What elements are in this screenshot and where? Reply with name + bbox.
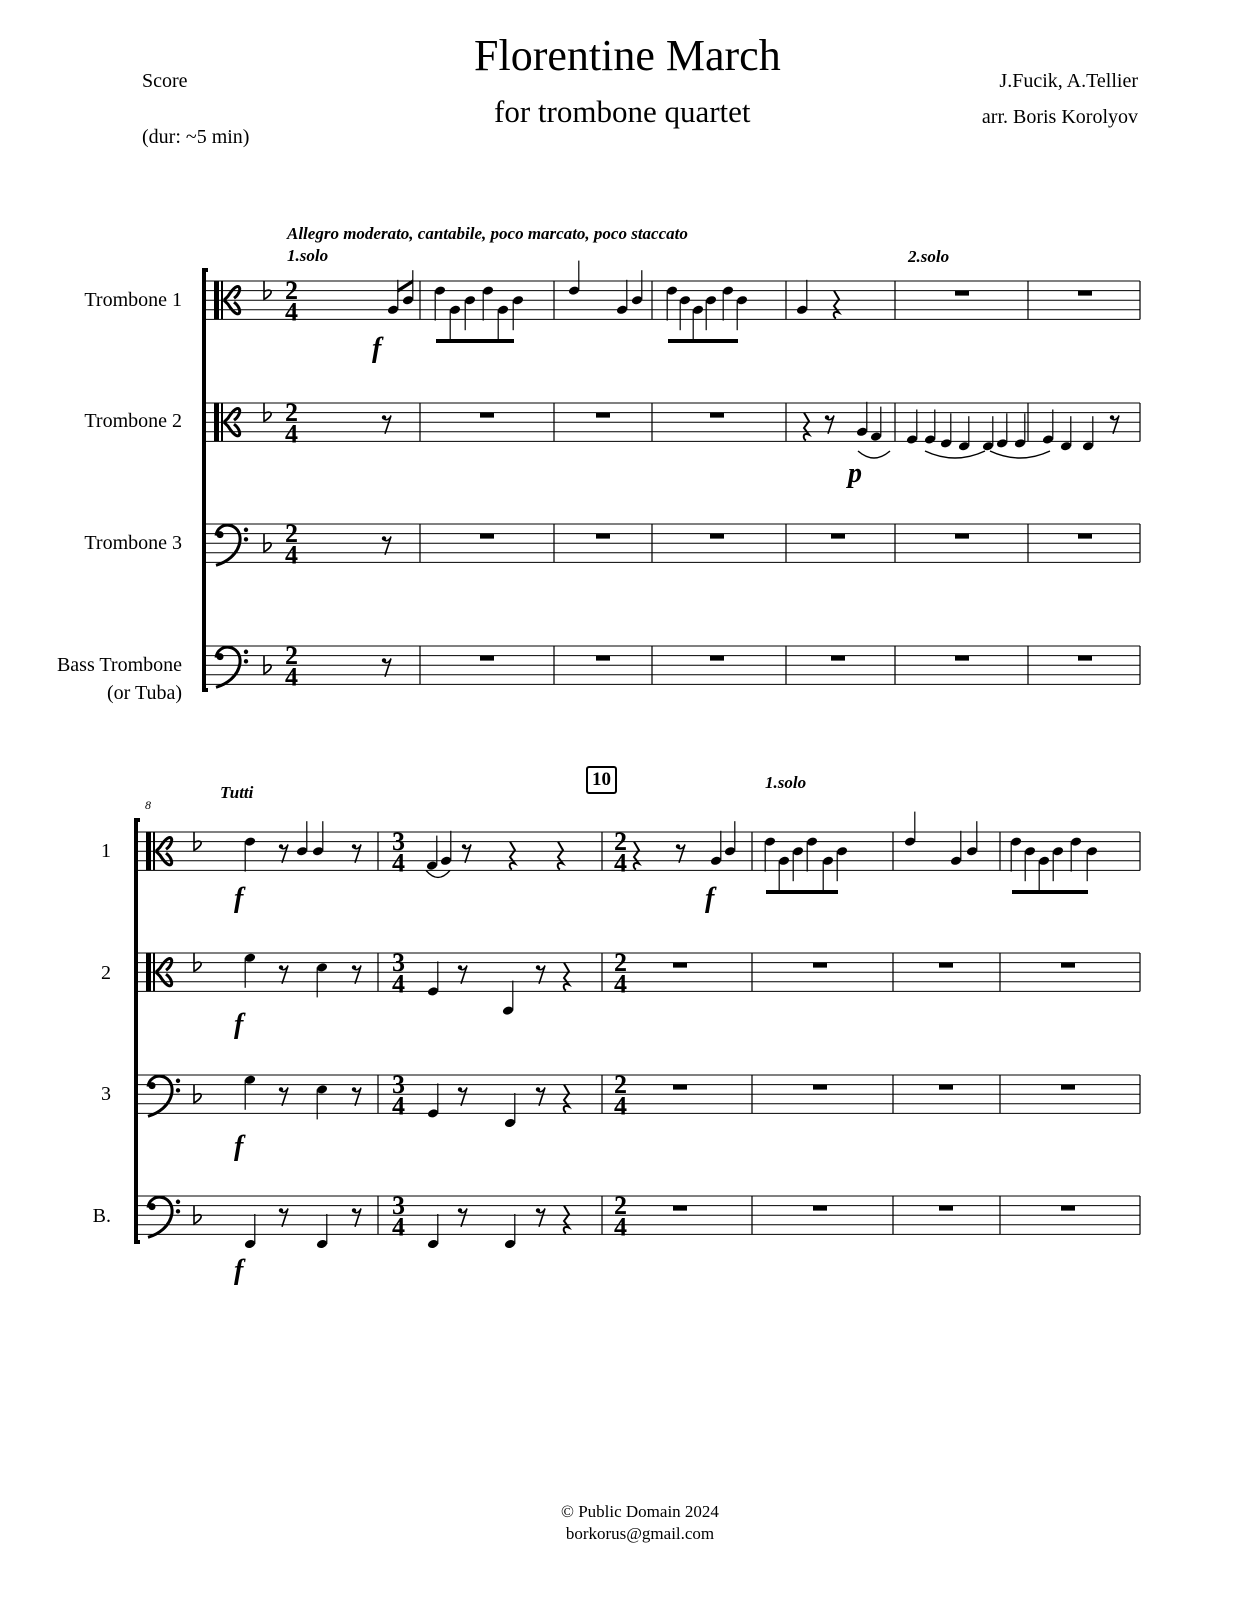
part-label-1: 1 (101, 840, 111, 862)
quarter-rest (634, 842, 639, 870)
part-label-bass: B. (92, 1205, 111, 1227)
time-signature-numerator: 3 (392, 948, 405, 978)
eighth-rest (462, 844, 466, 848)
whole-rest (939, 963, 953, 968)
flat-icon (194, 1206, 201, 1224)
whole-rest (1061, 963, 1075, 968)
bass-clef-icon (176, 1200, 180, 1204)
whole-rest (710, 413, 724, 418)
time-signature-denominator: 4 (614, 1212, 627, 1242)
solo-marking-1: 1.solo (287, 246, 329, 265)
slur (426, 870, 450, 877)
whole-rest (955, 534, 969, 539)
eighth-rest (536, 1208, 540, 1212)
eighth-rest (458, 1087, 462, 1091)
whole-rest (710, 656, 724, 661)
bass-clef-icon (176, 1088, 180, 1092)
alto-clef-icon (214, 403, 219, 441)
whole-rest (1061, 1206, 1075, 1211)
page-title: Florentine March (474, 31, 781, 80)
whole-rest (673, 1206, 687, 1211)
solo-marking-3: 1.solo (765, 773, 807, 792)
time-signature-numerator: 2 (614, 948, 627, 978)
eighth-rest (382, 658, 386, 662)
time-signature-numerator: 3 (392, 1070, 405, 1100)
alto-clef-icon (146, 832, 151, 870)
time-signature-numerator: 2 (285, 641, 298, 671)
dynamic-marking: f (705, 883, 715, 914)
time-signature-denominator: 4 (392, 1212, 405, 1242)
bass-clef-icon (217, 653, 224, 660)
eighth-rest (458, 1208, 462, 1212)
alto-clef-icon (221, 281, 223, 319)
note-beam (766, 890, 838, 894)
note-beam (436, 339, 514, 343)
bass-clef-icon (244, 537, 248, 541)
time-signature-numerator: 2 (285, 276, 298, 306)
whole-rest (480, 534, 494, 539)
eighth-rest (279, 844, 283, 848)
slur (925, 451, 985, 458)
flat-icon (194, 953, 201, 971)
whole-rest (1078, 656, 1092, 661)
time-signature-numerator: 2 (614, 1191, 627, 1221)
bass-clef-icon (149, 1082, 156, 1089)
eighth-rest (1110, 415, 1114, 419)
eighth-rest (352, 1087, 356, 1091)
slur (990, 451, 1050, 458)
solo-marking-2: 2.solo (908, 247, 950, 266)
time-signature-numerator: 2 (614, 1070, 627, 1100)
time-signature-numerator: 3 (392, 1191, 405, 1221)
whole-rest (1078, 534, 1092, 539)
whole-rest (939, 1206, 953, 1211)
instrument-label-bass-trombone: Bass Trombone (56, 654, 182, 676)
whole-rest (596, 656, 610, 661)
alto-clef-icon (214, 281, 219, 319)
eighth-rest (279, 1087, 283, 1091)
time-signature-denominator: 4 (614, 969, 627, 999)
alto-clef-icon (153, 953, 155, 991)
duration-label: (dur: ~5 min) (142, 126, 250, 148)
time-signature-denominator: 4 (285, 662, 298, 692)
time-signature-denominator: 4 (285, 297, 298, 327)
flat-icon (264, 281, 271, 299)
page-subtitle: for trombone quartet (494, 94, 751, 129)
bass-clef-icon (217, 531, 224, 538)
measure-number: 8 (145, 798, 151, 812)
time-signature-denominator: 4 (614, 1091, 627, 1121)
flat-icon (194, 832, 201, 850)
flat-icon (264, 656, 271, 674)
flat-icon (194, 1085, 201, 1103)
slur (858, 451, 890, 458)
eighth-rest (352, 965, 356, 969)
whole-rest (831, 534, 845, 539)
time-signature-denominator: 4 (392, 848, 405, 878)
note-beam (668, 339, 738, 343)
eighth-rest (352, 1208, 356, 1212)
whole-rest (813, 1206, 827, 1211)
bass-clef-icon (149, 1203, 156, 1210)
flat-icon (264, 534, 271, 552)
whole-rest (596, 413, 610, 418)
eighth-rest (536, 1087, 540, 1091)
eighth-rest (279, 965, 283, 969)
alto-clef-icon (146, 953, 151, 991)
whole-rest (813, 1085, 827, 1090)
bracket-icon (136, 820, 140, 1242)
time-signature-denominator: 4 (392, 1091, 405, 1121)
whole-rest (955, 291, 969, 296)
whole-rest (673, 963, 687, 968)
time-signature-denominator: 4 (614, 848, 627, 878)
note-beam (1012, 890, 1088, 894)
eighth-rest (352, 844, 356, 848)
bass-clef-icon (176, 1209, 180, 1213)
instrument-label-trombone-1: Trombone 1 (84, 289, 182, 311)
whole-rest (1061, 1085, 1075, 1090)
flat-icon (264, 403, 271, 421)
instrument-label-trombone-2: Trombone 2 (84, 410, 182, 432)
bass-clef-icon (176, 1079, 180, 1083)
tutti-marking: Tutti (220, 783, 254, 802)
whole-rest (939, 1085, 953, 1090)
eighth-rest (825, 415, 829, 419)
whole-rest (673, 1085, 687, 1090)
notation-layer (136, 261, 1140, 1286)
whole-rest (480, 656, 494, 661)
dynamic-marking: f (372, 333, 382, 364)
quarter-rest (804, 413, 809, 441)
quarter-rest (558, 842, 563, 870)
dynamic-marking: f (234, 1131, 244, 1162)
eighth-rest (458, 965, 462, 969)
time-signature-denominator: 4 (392, 969, 405, 999)
time-signature-numerator: 2 (614, 827, 627, 857)
whole-rest (480, 413, 494, 418)
quarter-rest (564, 1206, 569, 1234)
time-signature-denominator: 4 (285, 419, 298, 449)
dynamic-marking: f (234, 883, 244, 914)
whole-rest (831, 656, 845, 661)
eighth-rest (536, 965, 540, 969)
dynamic-marking: f (234, 1009, 244, 1040)
instrument-label-tuba: (or Tuba) (106, 682, 182, 704)
time-signature-numerator: 2 (285, 398, 298, 428)
arranger-credit: arr. Boris Korolyov (981, 106, 1138, 128)
bracket-icon (204, 270, 208, 690)
dynamic-marking: p (848, 458, 862, 489)
whole-rest (813, 963, 827, 968)
part-label-2: 2 (101, 962, 111, 984)
quarter-rest (834, 291, 839, 319)
part-label-3: 3 (101, 1083, 111, 1105)
composer-credit: J.Fucik, A.Tellier (999, 70, 1138, 92)
tempo-marking: Allegro moderato, cantabile, poco marcato, poco staccato (287, 224, 688, 243)
whole-rest (596, 534, 610, 539)
quarter-rest (510, 842, 515, 870)
eighth-rest (382, 415, 386, 419)
alto-clef-icon (221, 403, 223, 441)
whole-rest (710, 534, 724, 539)
time-signature-numerator: 3 (392, 827, 405, 857)
whole-rest (955, 656, 969, 661)
rehearsal-mark: 10 (586, 766, 617, 794)
time-signature-numerator: 2 (285, 519, 298, 549)
eighth-rest (676, 844, 680, 848)
score-label: Score (142, 70, 188, 92)
contact-email: borkorus@gmail.com (565, 1524, 715, 1543)
eighth-rest (279, 1208, 283, 1212)
bass-clef-icon (244, 659, 248, 663)
alto-clef-icon (153, 832, 155, 870)
quarter-rest (564, 963, 569, 991)
instrument-label-trombone-3: Trombone 3 (84, 532, 182, 554)
whole-rest (1078, 291, 1092, 296)
time-signature-denominator: 4 (285, 540, 298, 570)
dynamic-marking: f (234, 1255, 244, 1286)
bass-clef-icon (244, 650, 248, 654)
eighth-rest (382, 536, 386, 540)
copyright-notice: © Public Domain 2024 (561, 1502, 719, 1521)
bass-clef-icon (244, 528, 248, 532)
quarter-rest (564, 1085, 569, 1113)
